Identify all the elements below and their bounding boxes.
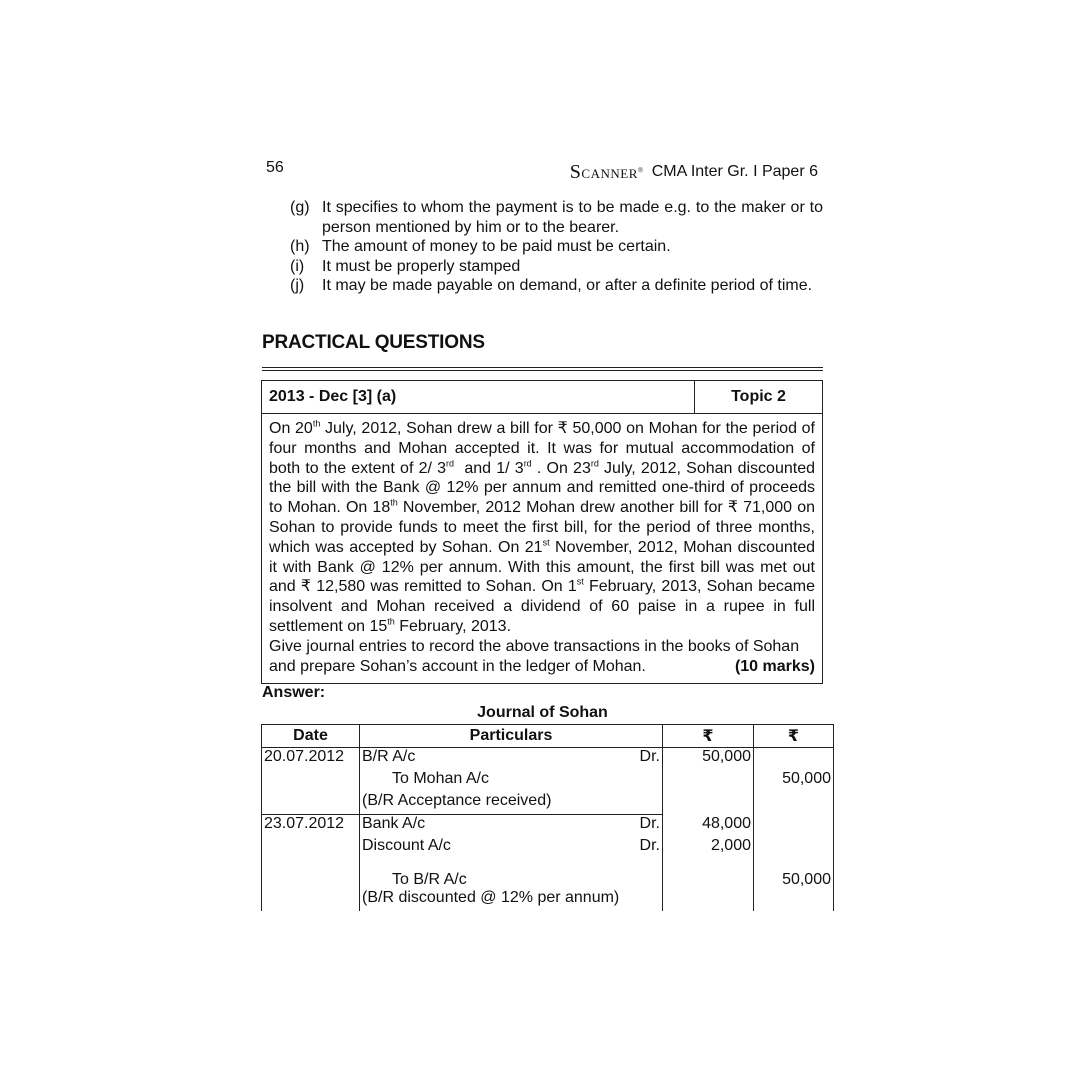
row-particular: (B/R Acceptance received)	[362, 792, 552, 809]
table-row	[262, 770, 834, 792]
question-marks: (10 marks)	[734, 657, 815, 675]
list-item	[290, 237, 823, 257]
question-body	[262, 414, 822, 676]
row-date	[262, 837, 360, 859]
header-title: CMA Inter Gr. I Paper 6	[651, 163, 818, 180]
question-instruction-end: and prepare Sohan’s account in the ledger of Mohan.	[269, 657, 646, 675]
journal-title: Journal of Sohan	[477, 704, 608, 721]
row-particular: Bank A/c	[362, 815, 426, 832]
row-date: 20.07.2012	[262, 748, 360, 771]
row-debit: 48,000	[663, 815, 754, 838]
row-particular: To B/R A/c	[392, 871, 467, 888]
row-particular: To Mohan A/c	[392, 770, 489, 787]
list-text: It specifies to whom the payment is to be made e.g. to the maker or to person mentioned by him or to the bearer.	[322, 199, 823, 236]
row-credit	[754, 792, 834, 815]
section-title: PRACTICAL QUESTIONS	[262, 332, 485, 353]
row-debit	[663, 792, 754, 815]
table-row	[262, 889, 834, 911]
row-credit	[754, 815, 834, 838]
row-date	[262, 889, 360, 911]
list-marker: (i)	[290, 257, 305, 275]
row-particular: B/R A/c	[362, 748, 416, 765]
row-date	[262, 859, 360, 889]
row-dr-mark: Dr.	[639, 815, 660, 832]
table-row	[262, 748, 834, 771]
list-marker: (h)	[290, 238, 310, 256]
row-date	[262, 792, 360, 815]
page-number: 56	[266, 159, 284, 176]
journal-table	[261, 724, 834, 911]
answer-label: Answer:	[262, 684, 326, 701]
row-debit	[663, 770, 754, 792]
question-box	[261, 380, 823, 684]
row-date: 23.07.2012	[262, 815, 360, 838]
row-particular: Discount A/c	[362, 837, 451, 854]
header-particulars: Particulars	[360, 725, 663, 748]
row-credit: 50,000	[754, 770, 834, 792]
running-header	[570, 159, 818, 182]
list-item	[290, 276, 823, 296]
question-topic: Topic 2	[694, 381, 822, 413]
row-credit: 50,000	[754, 859, 834, 889]
list-marker: (g)	[290, 199, 310, 216]
header-date: Date	[262, 725, 360, 748]
question-text: On 20th July, 2012, Sohan drew a bill for ₹ 50,000 on Mohan for the period of four months and Mohan accepted it. It was for mutual accommodation of both to the extent of 2/ 3rd and 1/ 3rd . On 23rd July, 2012, Sohan discounted the bill with the Bank @ 12% per annum and remitted one-third of proceeds to Mohan. On 18th November, 2012 Mohan drew another bill for ₹ 71,000 on Sohan to provide funds to meet the first bill, for the period of three months, which was accepted by Sohan. On 21st November, 2012, Mohan discounted it with Bank @ 12% per annum. With this amount, the first bill was met out and ₹ 12,580 was remitted to Sohan. On 1st February, 2013, Sohan became insolvent and Mohan received a dividend of 60 paise in a rupee in full settlement on 15th February, 2013.	[269, 418, 815, 635]
row-particular: (B/R discounted @ 12% per annum)	[362, 889, 620, 906]
list-marker: (j)	[290, 277, 305, 295]
row-credit	[754, 837, 834, 859]
table-row	[262, 815, 834, 838]
journal-header-row	[262, 725, 834, 748]
list-item	[290, 198, 823, 237]
question-instruction: Give journal entries to record the above transactions in the books of Sohan	[269, 637, 800, 655]
list-text: It may be made payable on demand, or after a definite period of time.	[322, 277, 813, 295]
list-text: It must be properly stamped	[322, 257, 521, 275]
list-text: The amount of money to be paid must be certain.	[322, 238, 671, 256]
row-debit: 2,000	[663, 837, 754, 859]
row-debit	[663, 859, 754, 889]
row-debit: 50,000	[663, 748, 754, 771]
row-credit	[754, 889, 834, 911]
table-row	[262, 792, 834, 815]
table-row	[262, 837, 834, 859]
double-rule-divider	[262, 367, 823, 371]
header-credit: ₹	[754, 725, 834, 748]
list-item	[290, 257, 823, 277]
brand-logo: SCANNER®	[569, 161, 644, 183]
row-dr-mark: Dr.	[639, 748, 660, 765]
feature-list	[290, 198, 823, 296]
header-debit: ₹	[663, 725, 754, 748]
question-reference: 2013 - Dec [3] (a)	[269, 388, 397, 405]
row-credit	[754, 748, 834, 771]
row-date	[262, 770, 360, 792]
question-header	[262, 381, 822, 414]
row-dr-mark: Dr.	[639, 837, 660, 854]
table-row	[262, 859, 834, 889]
row-debit	[663, 889, 754, 911]
